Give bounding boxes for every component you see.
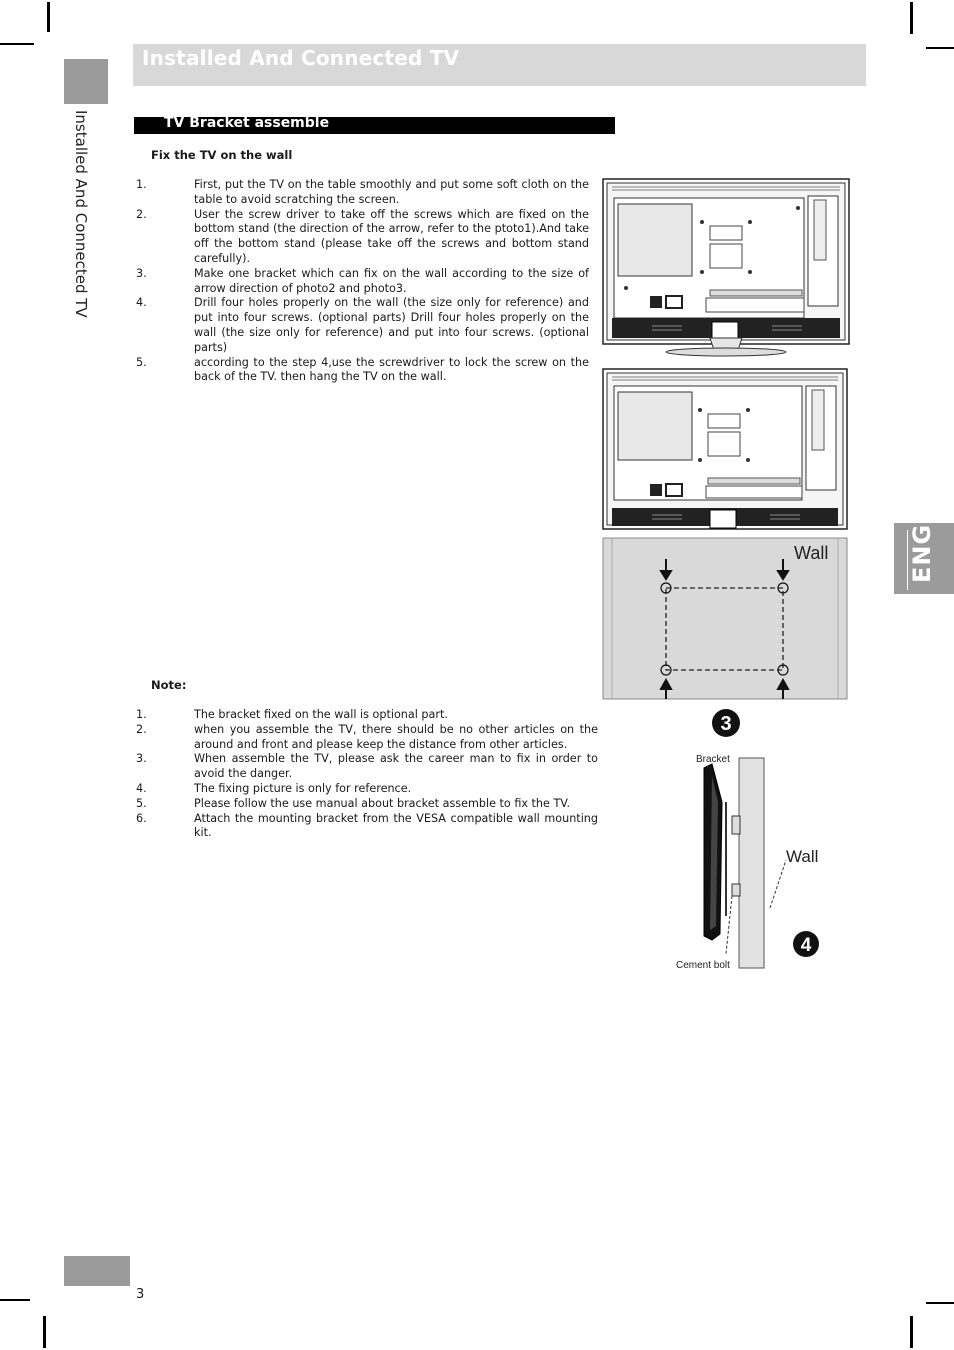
item-text: First, put the TV on the table smoothly and put some soft cloth on the table to avoid scratching the screen. [194, 178, 589, 206]
item-number: 6. [136, 811, 147, 825]
side-view-mounting-illustration [670, 706, 840, 972]
crop-mark [926, 47, 954, 49]
fix-steps-list [136, 178, 589, 385]
item-number: 2. [136, 207, 147, 221]
page-title: Installed And Connected TV [142, 46, 460, 70]
item-text: When assemble the TV, please ask the career man to fix in order to avoid the danger. [194, 752, 598, 781]
item-number: 5. [136, 796, 147, 810]
figure-4-number: 4 [800, 935, 812, 956]
crop-mark [43, 1316, 46, 1348]
item-number: 3. [136, 266, 147, 280]
item-number: 2. [136, 722, 147, 736]
wall-drilling-template-illustration [602, 537, 848, 701]
wall-label: Wall [794, 543, 829, 563]
item-text: The fixing picture is only for reference. [194, 781, 412, 795]
note-list [136, 708, 598, 841]
figure-3-number: 3 [720, 713, 732, 735]
note-heading: Note: [151, 678, 187, 692]
tv-back-without-stand-illustration [602, 368, 848, 532]
crop-mark [47, 2, 50, 32]
crop-mark [910, 2, 913, 34]
list-item [136, 752, 598, 782]
crop-mark [910, 1316, 913, 1348]
item-text: The bracket fixed on the wall is optional part. [194, 708, 448, 721]
list-item [136, 782, 598, 797]
item-number: 5. [136, 355, 147, 369]
item-text: according to the step 4,use the screwdriver to lock the screw on the back of the TV. then hang the TV on the wall. [194, 355, 589, 384]
list-item [136, 723, 598, 753]
section-title: TV Bracket assemble [164, 115, 330, 131]
side-tab [64, 59, 108, 104]
language-tab-divider [907, 530, 908, 590]
wall-side-label: Wall [786, 847, 819, 866]
list-item [136, 812, 598, 842]
tv-back-with-stand-illustration [602, 178, 850, 358]
item-number: 4. [136, 296, 147, 310]
item-text: Please follow the use manual about bracket assemble to fix the TV. [194, 796, 571, 810]
list-item [136, 267, 589, 297]
crop-mark [0, 1299, 30, 1301]
item-text: Attach the mounting bracket from the VESA compatible wall mounting kit. [194, 811, 598, 840]
language-tab [894, 523, 954, 594]
list-item [136, 208, 589, 267]
bracket-label: Bracket [696, 754, 730, 765]
fix-heading: Fix the TV on the wall [151, 148, 293, 162]
item-text: User the screw driver to take off the screws which are fixed on the bottom stand (the direction of the arrow, refer to the ptoto1).And take off the bottom stand (please take off the screws and bottom stand carefully). [194, 207, 589, 265]
list-item [136, 708, 598, 723]
item-text: when you assemble the TV, there should be no other articles on the around and front and please keep the distance from other articles. [194, 722, 598, 751]
list-item [136, 178, 589, 208]
item-number: 4. [136, 781, 147, 795]
side-chapter-label [62, 110, 92, 340]
side-chapter-text: Installed And Connected TV [72, 110, 90, 318]
item-number: 1. [136, 708, 147, 721]
crop-mark [0, 43, 34, 45]
item-number: 1. [136, 178, 147, 191]
crop-mark [926, 1302, 954, 1304]
list-item [136, 296, 589, 355]
item-text: Drill four holes properly on the wall (the size only for reference) and put into four screws. (optional parts) Drill four holes properly on the wall (the size only for reference) and put into four screws. (optional parts) [194, 296, 589, 354]
list-item [136, 356, 589, 386]
list-item [136, 797, 598, 812]
page-number: 3 [136, 1287, 145, 1302]
item-text: Make one bracket which can fix on the wall according to the size of arrow direction of photo2 and photo3. [194, 266, 589, 295]
page-number-tab [64, 1256, 130, 1286]
language-tab-label: ENG [908, 523, 936, 583]
cement-bolt-label: Cement bolt [676, 960, 730, 971]
item-number: 3. [136, 752, 147, 766]
